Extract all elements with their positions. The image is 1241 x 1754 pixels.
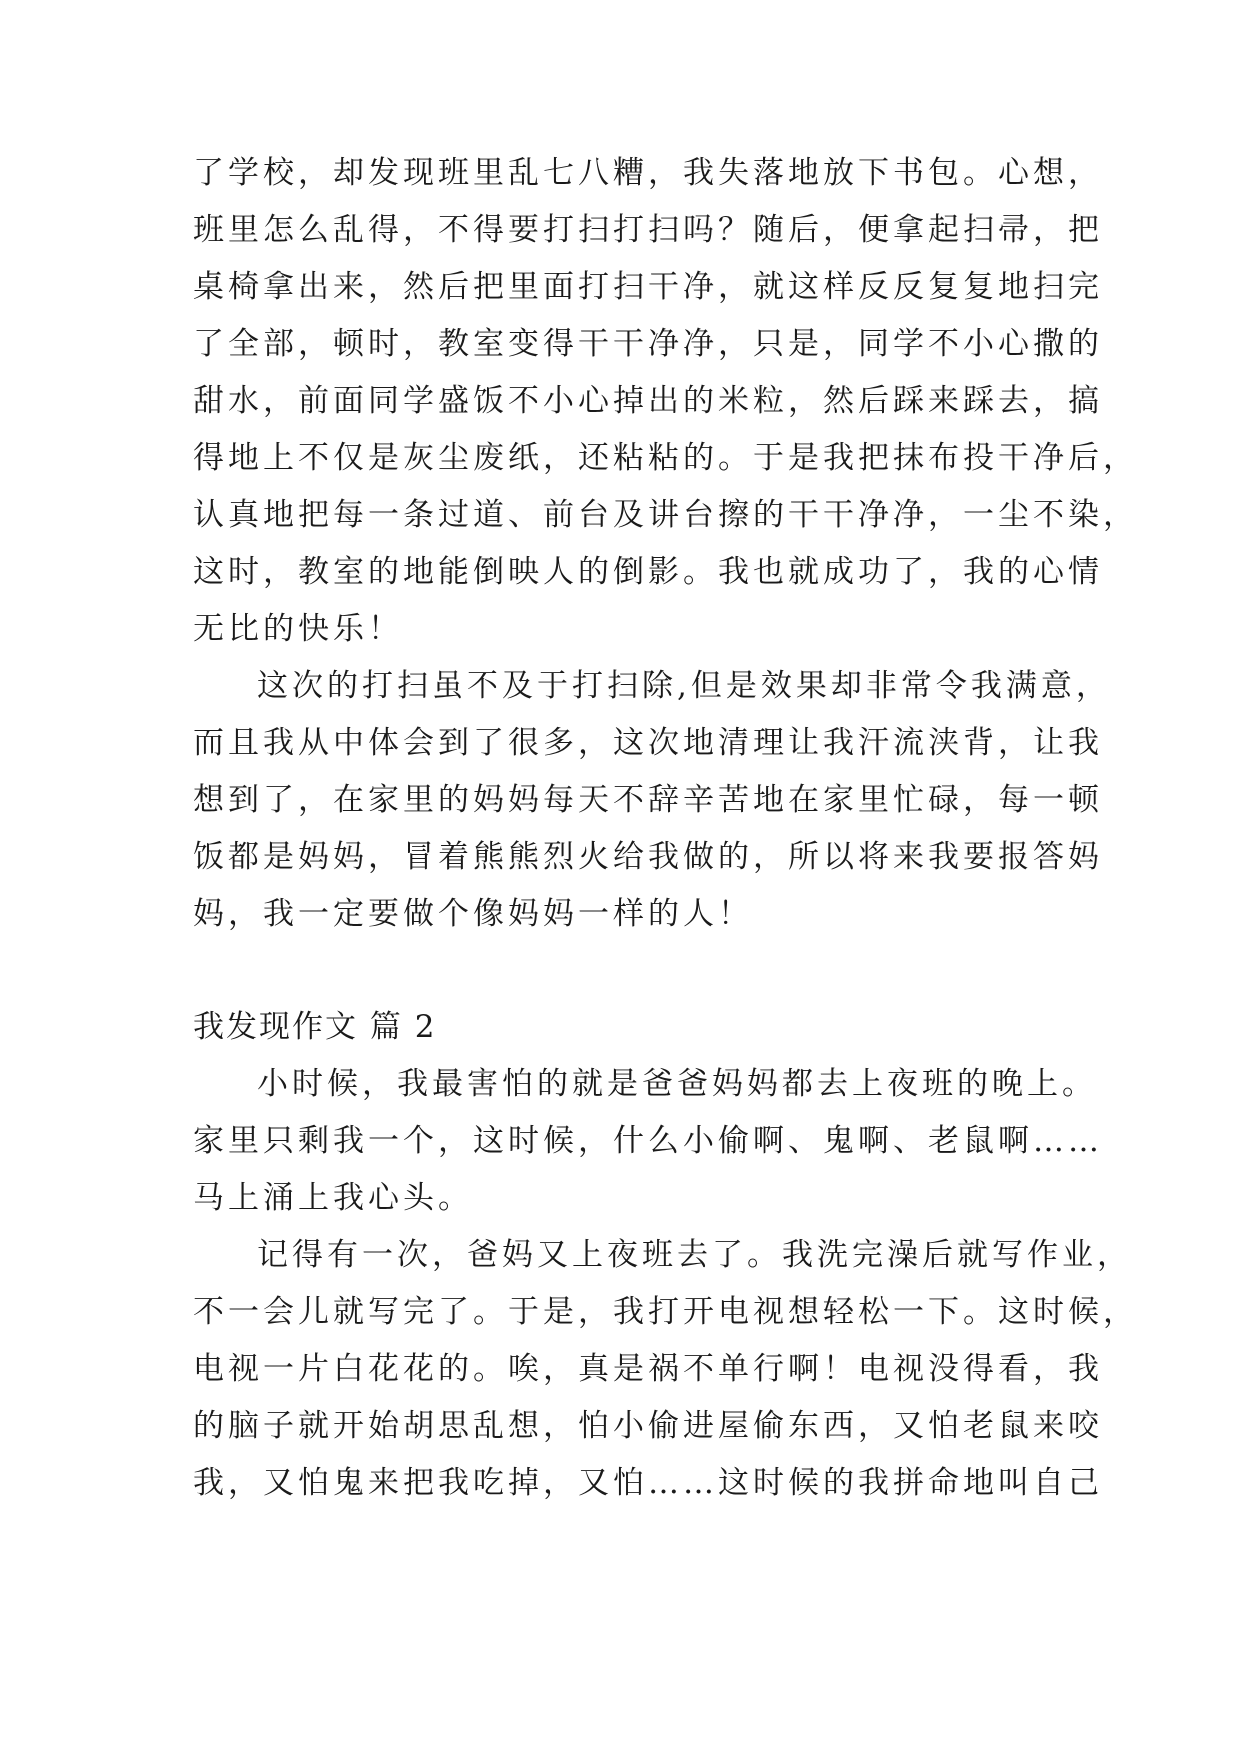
text-line: 认真地把每一条过道、前台及讲台擦的干干净净，一尘不染， [193,497,1138,533]
text-line: 了学校，却发现班里乱七八糟，我失落地放下书包。心想， [193,155,1103,191]
text-line: 了全部，顿时，教室变得干干净净，只是，同学不小心撒的 [193,326,1103,362]
text-line: 班里怎么乱得，不得要打扫打扫吗？随后，便拿起扫帚，把 [193,212,1103,248]
text-line: 饭都是妈妈，冒着熊熊烈火给我做的，所以将来我要报答妈 [193,839,1103,875]
text-line: 这时，教室的地能倒映人的倒影。我也就成功了，我的心情 [193,554,1103,590]
text-line: 电视一片白花花的。唉，真是祸不单行啊！电视没得看，我 [193,1351,1103,1387]
text-line: 的脑子就开始胡思乱想，怕小偷进屋偷东西，又怕老鼠来咬 [193,1408,1103,1444]
text-line: 小时候，我最害怕的就是爸爸妈妈都去上夜班的晚上。 [257,1066,1097,1102]
text-line: 不一会儿就写完了。于是，我打开电视想轻松一下。这时候， [193,1294,1138,1330]
text-line: 这次的打扫虽不及于打扫除,但是效果却非常令我满意， [257,668,1111,704]
text-line: 家里只剩我一个，这时候，什么小偷啊、鬼啊、老鼠啊…… [193,1123,1103,1159]
text-line: 妈，我一定要做个像妈妈一样的人！ [193,896,753,932]
text-line: 无比的快乐！ [193,611,403,647]
text-line: 得地上不仅是灰尘废纸，还粘粘的。于是我把抹布投干净后， [193,440,1138,476]
text-line: 我，又怕鬼来把我吃掉，又怕……这时候的我拼命地叫自己 [193,1465,1103,1501]
text-line: 桌椅拿出来，然后把里面打扫干净，就这样反反复复地扫完 [193,269,1103,305]
section-heading: 我发现作文 篇 2 [193,1009,437,1045]
text-line: 记得有一次，爸妈又上夜班去了。我洗完澡后就写作业， [257,1237,1132,1273]
text-line: 而且我从中体会到了很多，这次地清理让我汗流浃背，让我 [193,725,1103,761]
text-line: 马上涌上我心头。 [193,1180,473,1216]
text-line: 想到了，在家里的妈妈每天不辞辛苦地在家里忙碌，每一顿 [193,782,1103,818]
text-line: 甜水，前面同学盛饭不小心掉出的米粒，然后踩来踩去，搞 [193,383,1103,419]
